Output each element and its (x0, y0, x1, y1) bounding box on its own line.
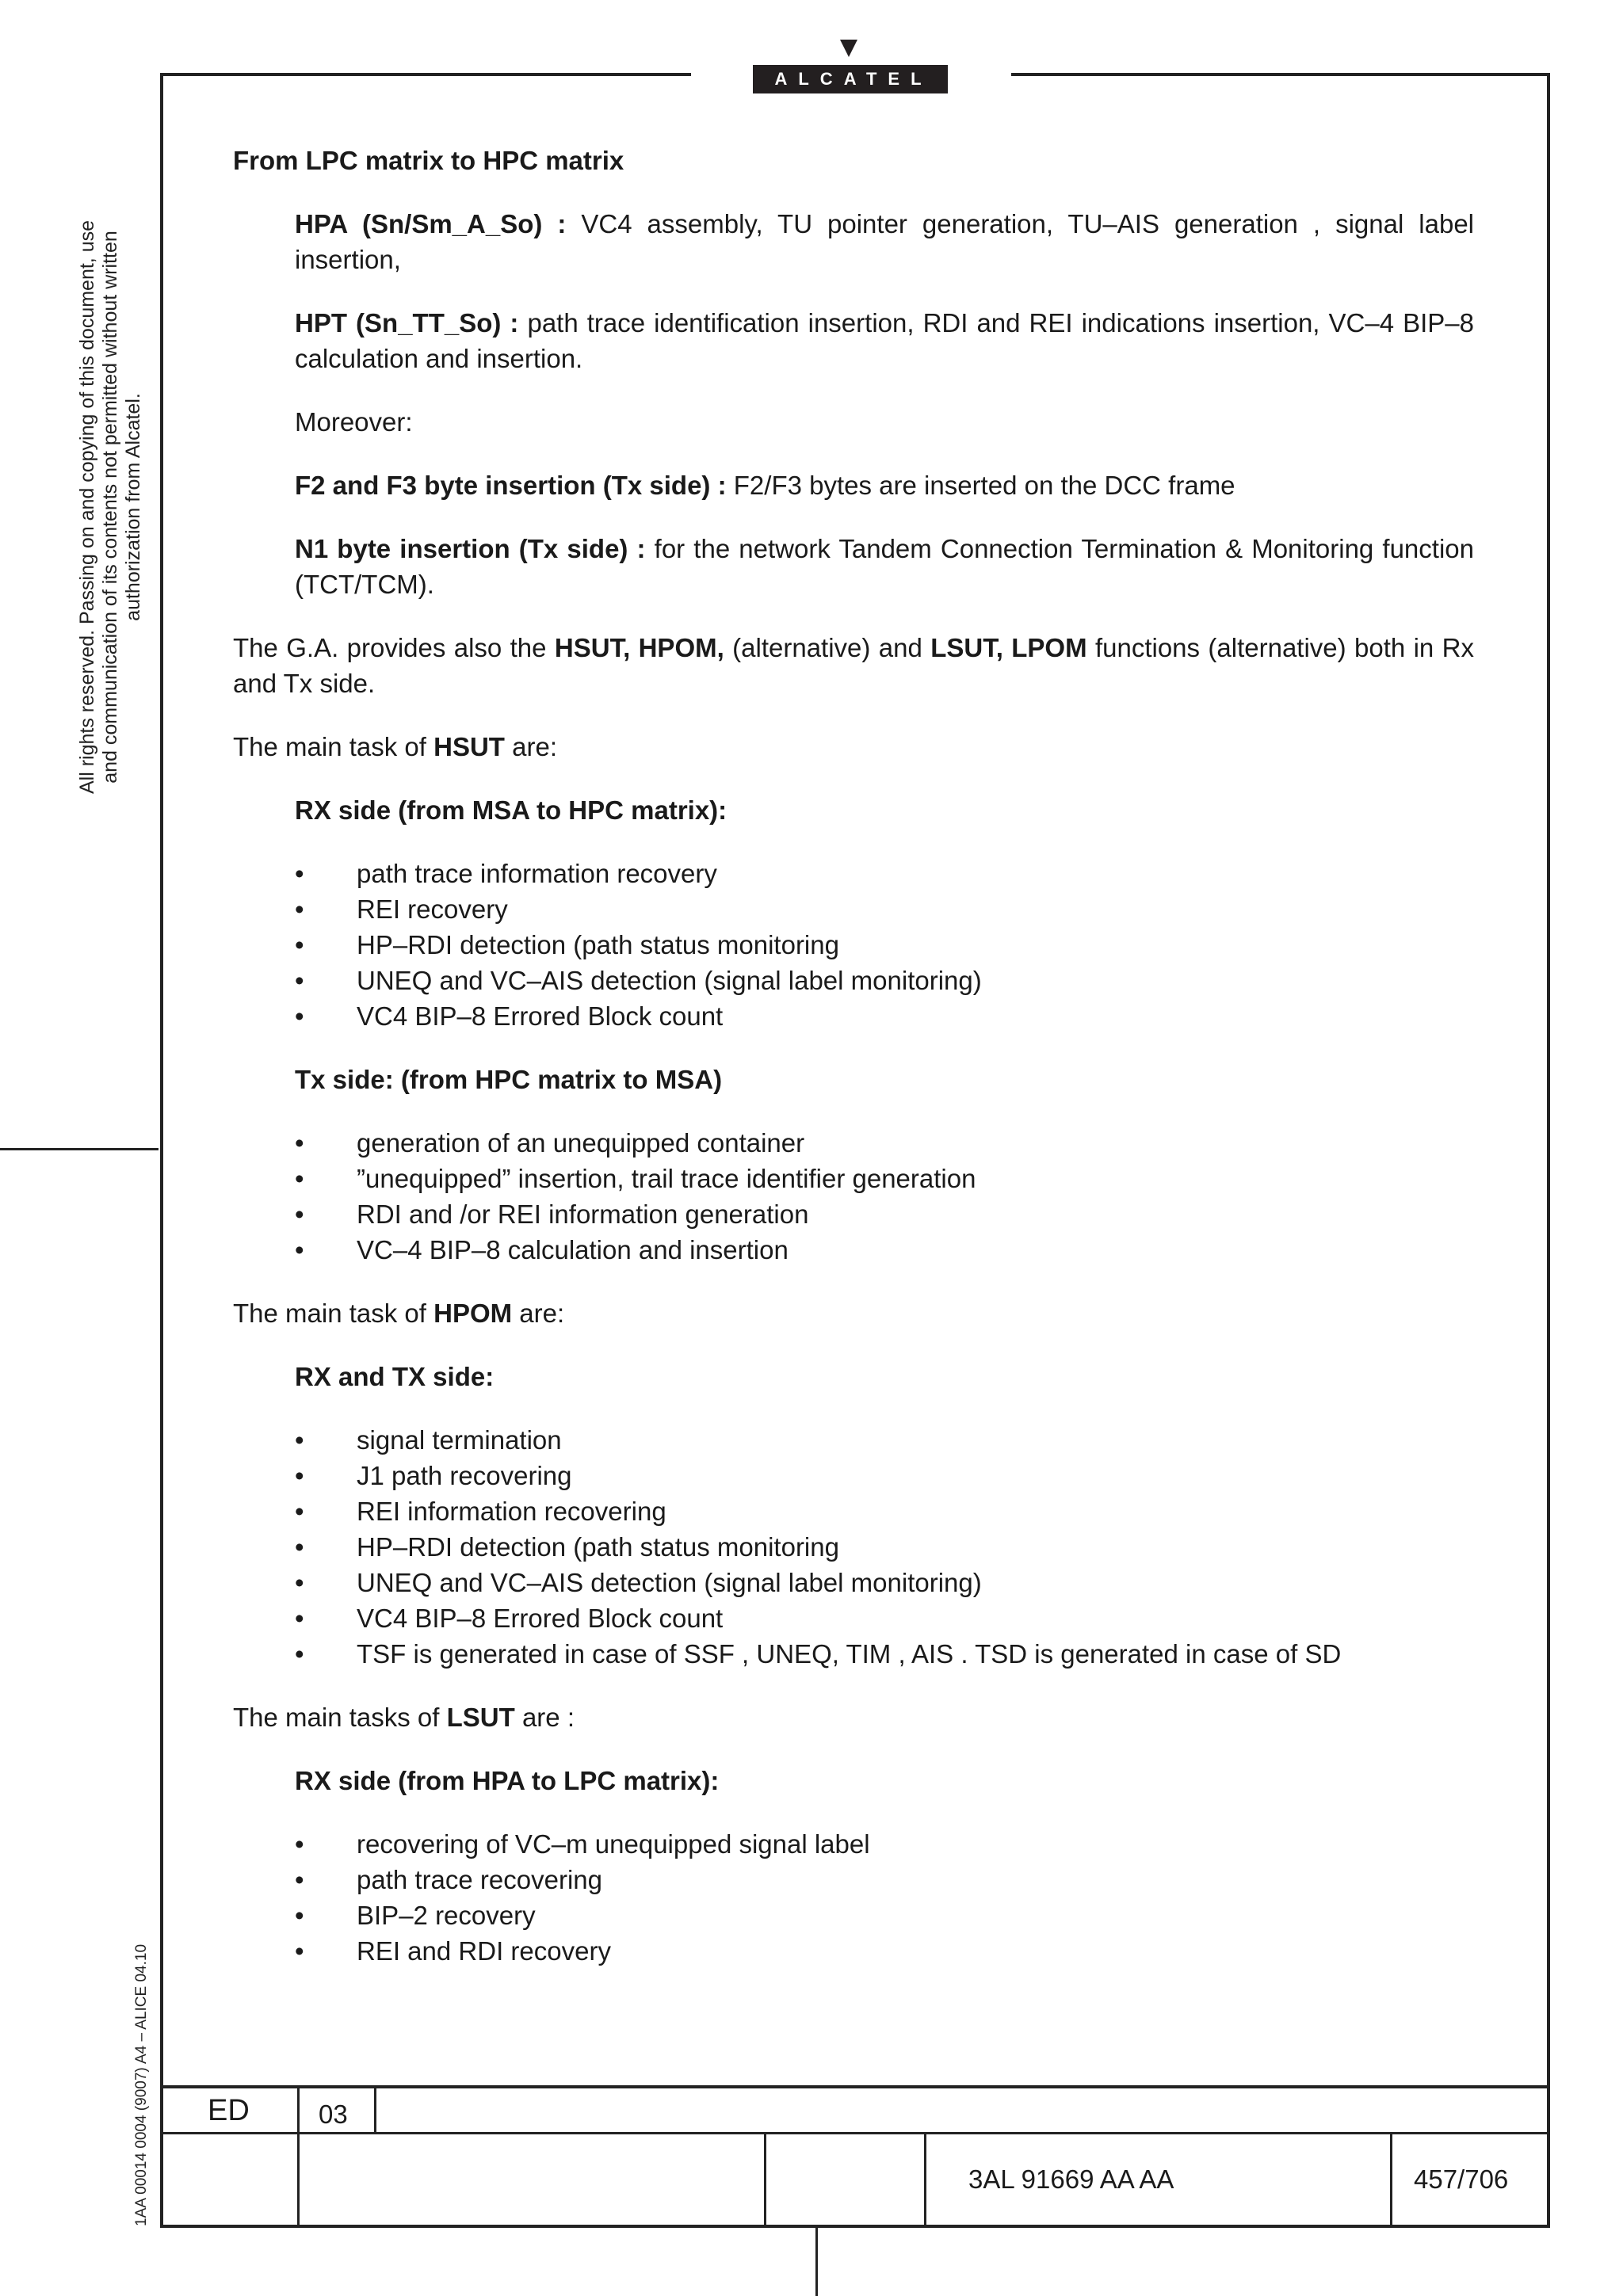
ga-paragraph (233, 630, 1474, 701)
list-item: • UNEQ and VC–AIS detection (signal label monitoring) (295, 963, 1474, 998)
footer-divider-ed (297, 2085, 300, 2228)
hsut-rx-heading: RX side (from MSA to HPC matrix): (295, 795, 727, 825)
section-heading: From LPC matrix to HPC matrix (233, 146, 624, 175)
list-item: • HP–RDI detection (path status monitoring (295, 927, 1474, 963)
list-item: • VC–4 BIP–8 calculation and insertion (295, 1232, 1474, 1268)
form-code: 1AA 00014 0004 (9007) A4 – ALICE 04.10 (133, 1943, 150, 2226)
hsut-intro-term: HSUT (433, 732, 505, 761)
hsut-intro-pre: The main task of (233, 732, 434, 761)
ga-text-2: (alternative) and (724, 633, 931, 662)
hpom-intro (233, 1295, 1474, 1331)
footer-divider-page (1390, 2132, 1392, 2227)
page-number: 457/706 (1414, 2164, 1509, 2194)
hpa-text: VC4 assembly, TU pointer generation, TU–AIS generation , signal label insertion, (295, 209, 1475, 274)
list-item: • path trace information recovery (295, 856, 1474, 891)
f2-term: F2 and F3 byte insertion (Tx side) : (295, 471, 727, 500)
lsut-intro (233, 1699, 1474, 1735)
n1-term: N1 byte insertion (Tx side) : (295, 534, 646, 563)
hpa-paragraph (233, 206, 1474, 277)
alcatel-logo: ALCATEL (753, 65, 948, 93)
list-item: • VC4 BIP–8 Errored Block count (295, 1600, 1474, 1636)
list-item: • recovering of VC–m unequipped signal label (295, 1826, 1474, 1862)
ed-value: 03 (319, 2100, 348, 2129)
hsut-intro (233, 729, 1474, 765)
list-item: • generation of an unequipped container (295, 1125, 1474, 1161)
lsut-rx-list (233, 1826, 1474, 1969)
margin-rule (0, 1148, 158, 1150)
f2-paragraph (233, 467, 1474, 503)
list-item: • REI recovery (295, 891, 1474, 927)
hpa-term: HPA (Sn/Sm_A_So) : (295, 209, 567, 238)
hsut-rx-list (233, 856, 1474, 1034)
footer-divider-3 (764, 2132, 766, 2227)
ga-text-1: The G.A. provides also the (233, 633, 555, 662)
hpom-intro-term: HPOM (433, 1299, 513, 1328)
hpom-heading: RX and TX side: (295, 1362, 495, 1391)
list-item: • signal termination (295, 1422, 1474, 1458)
lsut-rx-heading: RX side (from HPA to LPC matrix): (295, 1766, 720, 1795)
footer-rule-middle (160, 2132, 1547, 2134)
list-item: • UNEQ and VC–AIS detection (signal label monitoring) (295, 1565, 1474, 1600)
ga-text-3: functions (alternative) both in Rx and Tx side. (233, 633, 1474, 698)
hpt-text: path trace identification insertion, RDI and REI indications insertion, VC–4 BIP–8 calculation and insertion. (295, 308, 1474, 373)
list-item: • HP–RDI detection (path status monitoring (295, 1529, 1474, 1565)
list-item: • J1 path recovering (295, 1458, 1474, 1493)
hpom-list (233, 1422, 1474, 1672)
lsut-intro-term: LSUT (446, 1703, 515, 1732)
n1-text: for the network Tandem Connection Termination & Monitoring function (TCT/TCM). (295, 534, 1474, 599)
hsut-intro-post: are: (504, 732, 557, 761)
hsut-tx-heading: Tx side: (from HPC matrix to MSA) (295, 1065, 723, 1094)
logo-triangle-icon (840, 40, 857, 57)
copyright-notice: All rights reserved. Passing on and copying of this document, use and communication of its contents not permitted without written authorization from Alcatel. (76, 220, 144, 795)
footer-divider-edvalue (374, 2085, 376, 2133)
list-item: • REI and RDI recovery (295, 1933, 1474, 1969)
list-item: • BIP–2 recovery (295, 1897, 1474, 1933)
list-item: • ”unequipped” insertion, trail trace identifier generation (295, 1161, 1474, 1196)
list-item: • RDI and /or REI information generation (295, 1196, 1474, 1232)
document-body (233, 143, 1474, 1997)
hpom-intro-post: are: (512, 1299, 565, 1328)
footer-divider-4 (924, 2132, 926, 2227)
n1-paragraph (233, 531, 1474, 602)
hsut-tx-list (233, 1125, 1474, 1268)
ed-label: ED (208, 2094, 250, 2127)
f2-text: F2/F3 bytes are inserted on the DCC frame (726, 471, 1235, 500)
moreover-text: Moreover: (295, 407, 413, 437)
list-item: • REI information recovering (295, 1493, 1474, 1529)
list-item: • path trace recovering (295, 1862, 1474, 1897)
hpt-term: HPT (Sn_TT_So) : (295, 308, 519, 338)
hpom-intro-pre: The main task of (233, 1299, 434, 1328)
ga-term-2: LSUT, LPOM (930, 633, 1087, 662)
document-code: 3AL 91669 AA AA (968, 2164, 1174, 2194)
lsut-intro-post: are : (514, 1703, 575, 1732)
list-item: • VC4 BIP–8 Errored Block count (295, 998, 1474, 1034)
hpt-paragraph (233, 305, 1474, 376)
list-item: • TSF is generated in case of SSF , UNEQ, TIM , AIS . TSD is generated in case of SD (295, 1636, 1474, 1672)
ga-term-1: HSUT, HPOM, (554, 633, 724, 662)
footer-tail-line (815, 2226, 818, 2296)
footer-rule-top (160, 2085, 1547, 2088)
lsut-intro-pre: The main tasks of (233, 1703, 447, 1732)
